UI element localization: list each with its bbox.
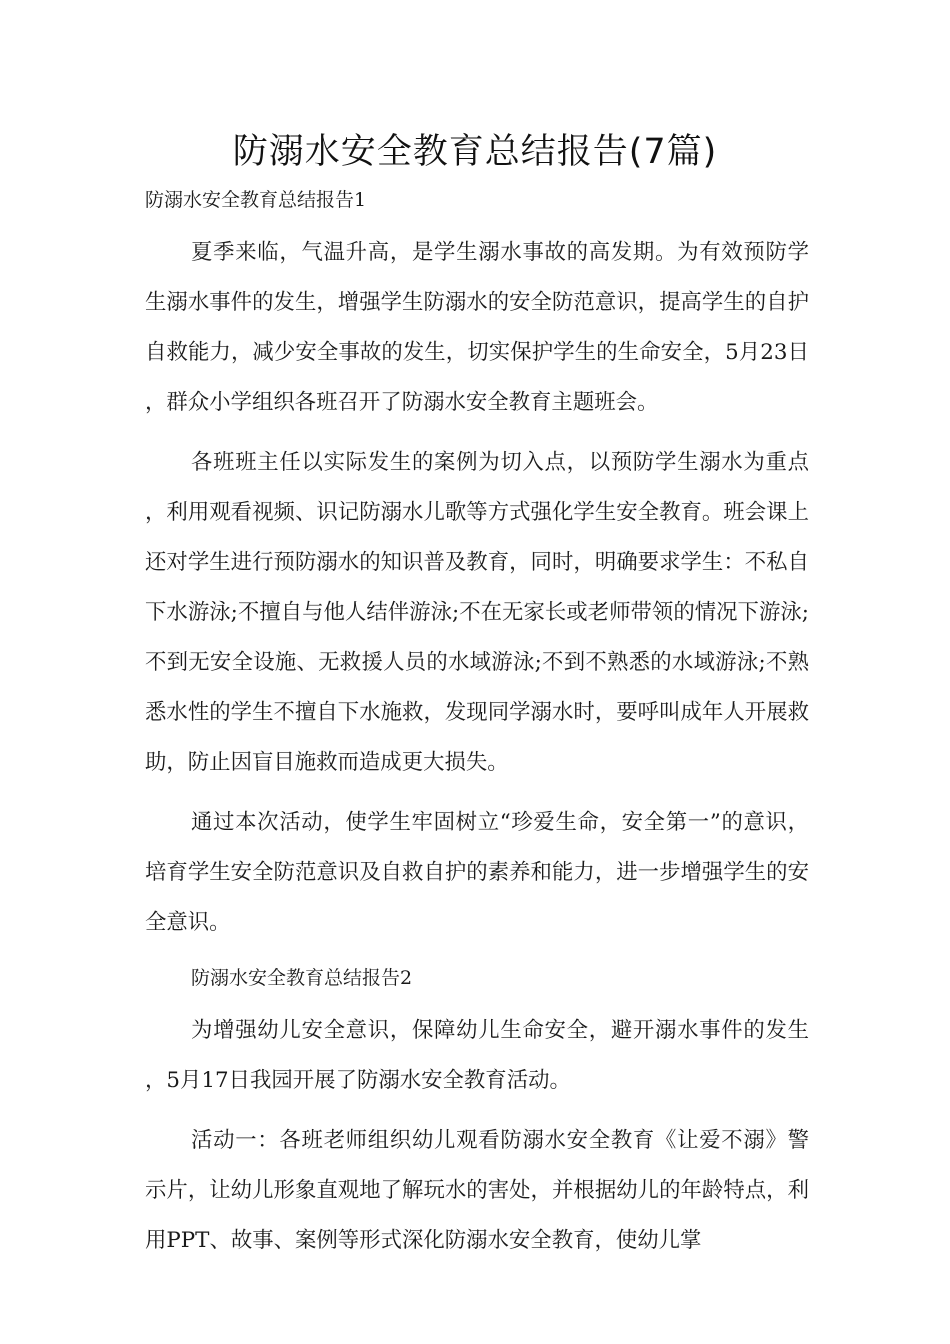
paragraph: 通过本次活动，使学生牢固树立“珍爱生命，安全第一”的意识，培育学生安全防范意识及自救自护的素养和能力，进一步增强学生的安全意识。 xyxy=(145,810,809,935)
document-title: 防溺水安全教育总结报告(7篇) xyxy=(232,132,718,172)
paragraph: 活动一：各班老师组织幼儿观看防溺水安全教育《让爱不溺》警示片，让幼儿形象直观地了解玩水的害处，并根据幼儿的年龄特点，利用PPT、故事、案例等形式深化防溺水安全教育，使幼儿掌 xyxy=(145,1128,809,1253)
section-heading: 防溺水安全教育总结报告2 xyxy=(191,967,413,989)
paragraph: 夏季来临，气温升高，是学生溺水事故的高发期。为有效预防学生溺水事件的发生，增强学生防溺水的安全防范意识，提高学生的自护自救能力，减少安全事故的发生，切实保护学生的生命安全，5月23日，群众小学组织各班召开了防溺水安全教育主题班会。 xyxy=(145,240,809,415)
paragraph: 为增强幼儿安全意识，保障幼儿生命安全，避开溺水事件的发生，5月17日我园开展了防溺水安全教育活动。 xyxy=(145,1018,809,1093)
paragraph: 各班班主任以实际发生的案例为切入点，以预防学生溺水为重点，利用观看视频、识记防溺水儿歌等方式强化学生安全教育。班会课上还对学生进行预防溺水的知识普及教育，同时，明确要求学生：不私自下水游泳;不擅自与他人结伴游泳;不在无家长或老师带领的情况下游泳;不到无安全设施、无救援人员的水域游泳;不到不熟悉的水域游泳;不熟悉水性的学生不擅自下水施救，发现同学溺水时，要呼叫成年人开展救助，防止因盲目施救而造成更大损失。 xyxy=(145,450,809,775)
document-body xyxy=(145,180,809,1266)
section-heading: 防溺水安全教育总结报告1 xyxy=(145,189,367,211)
